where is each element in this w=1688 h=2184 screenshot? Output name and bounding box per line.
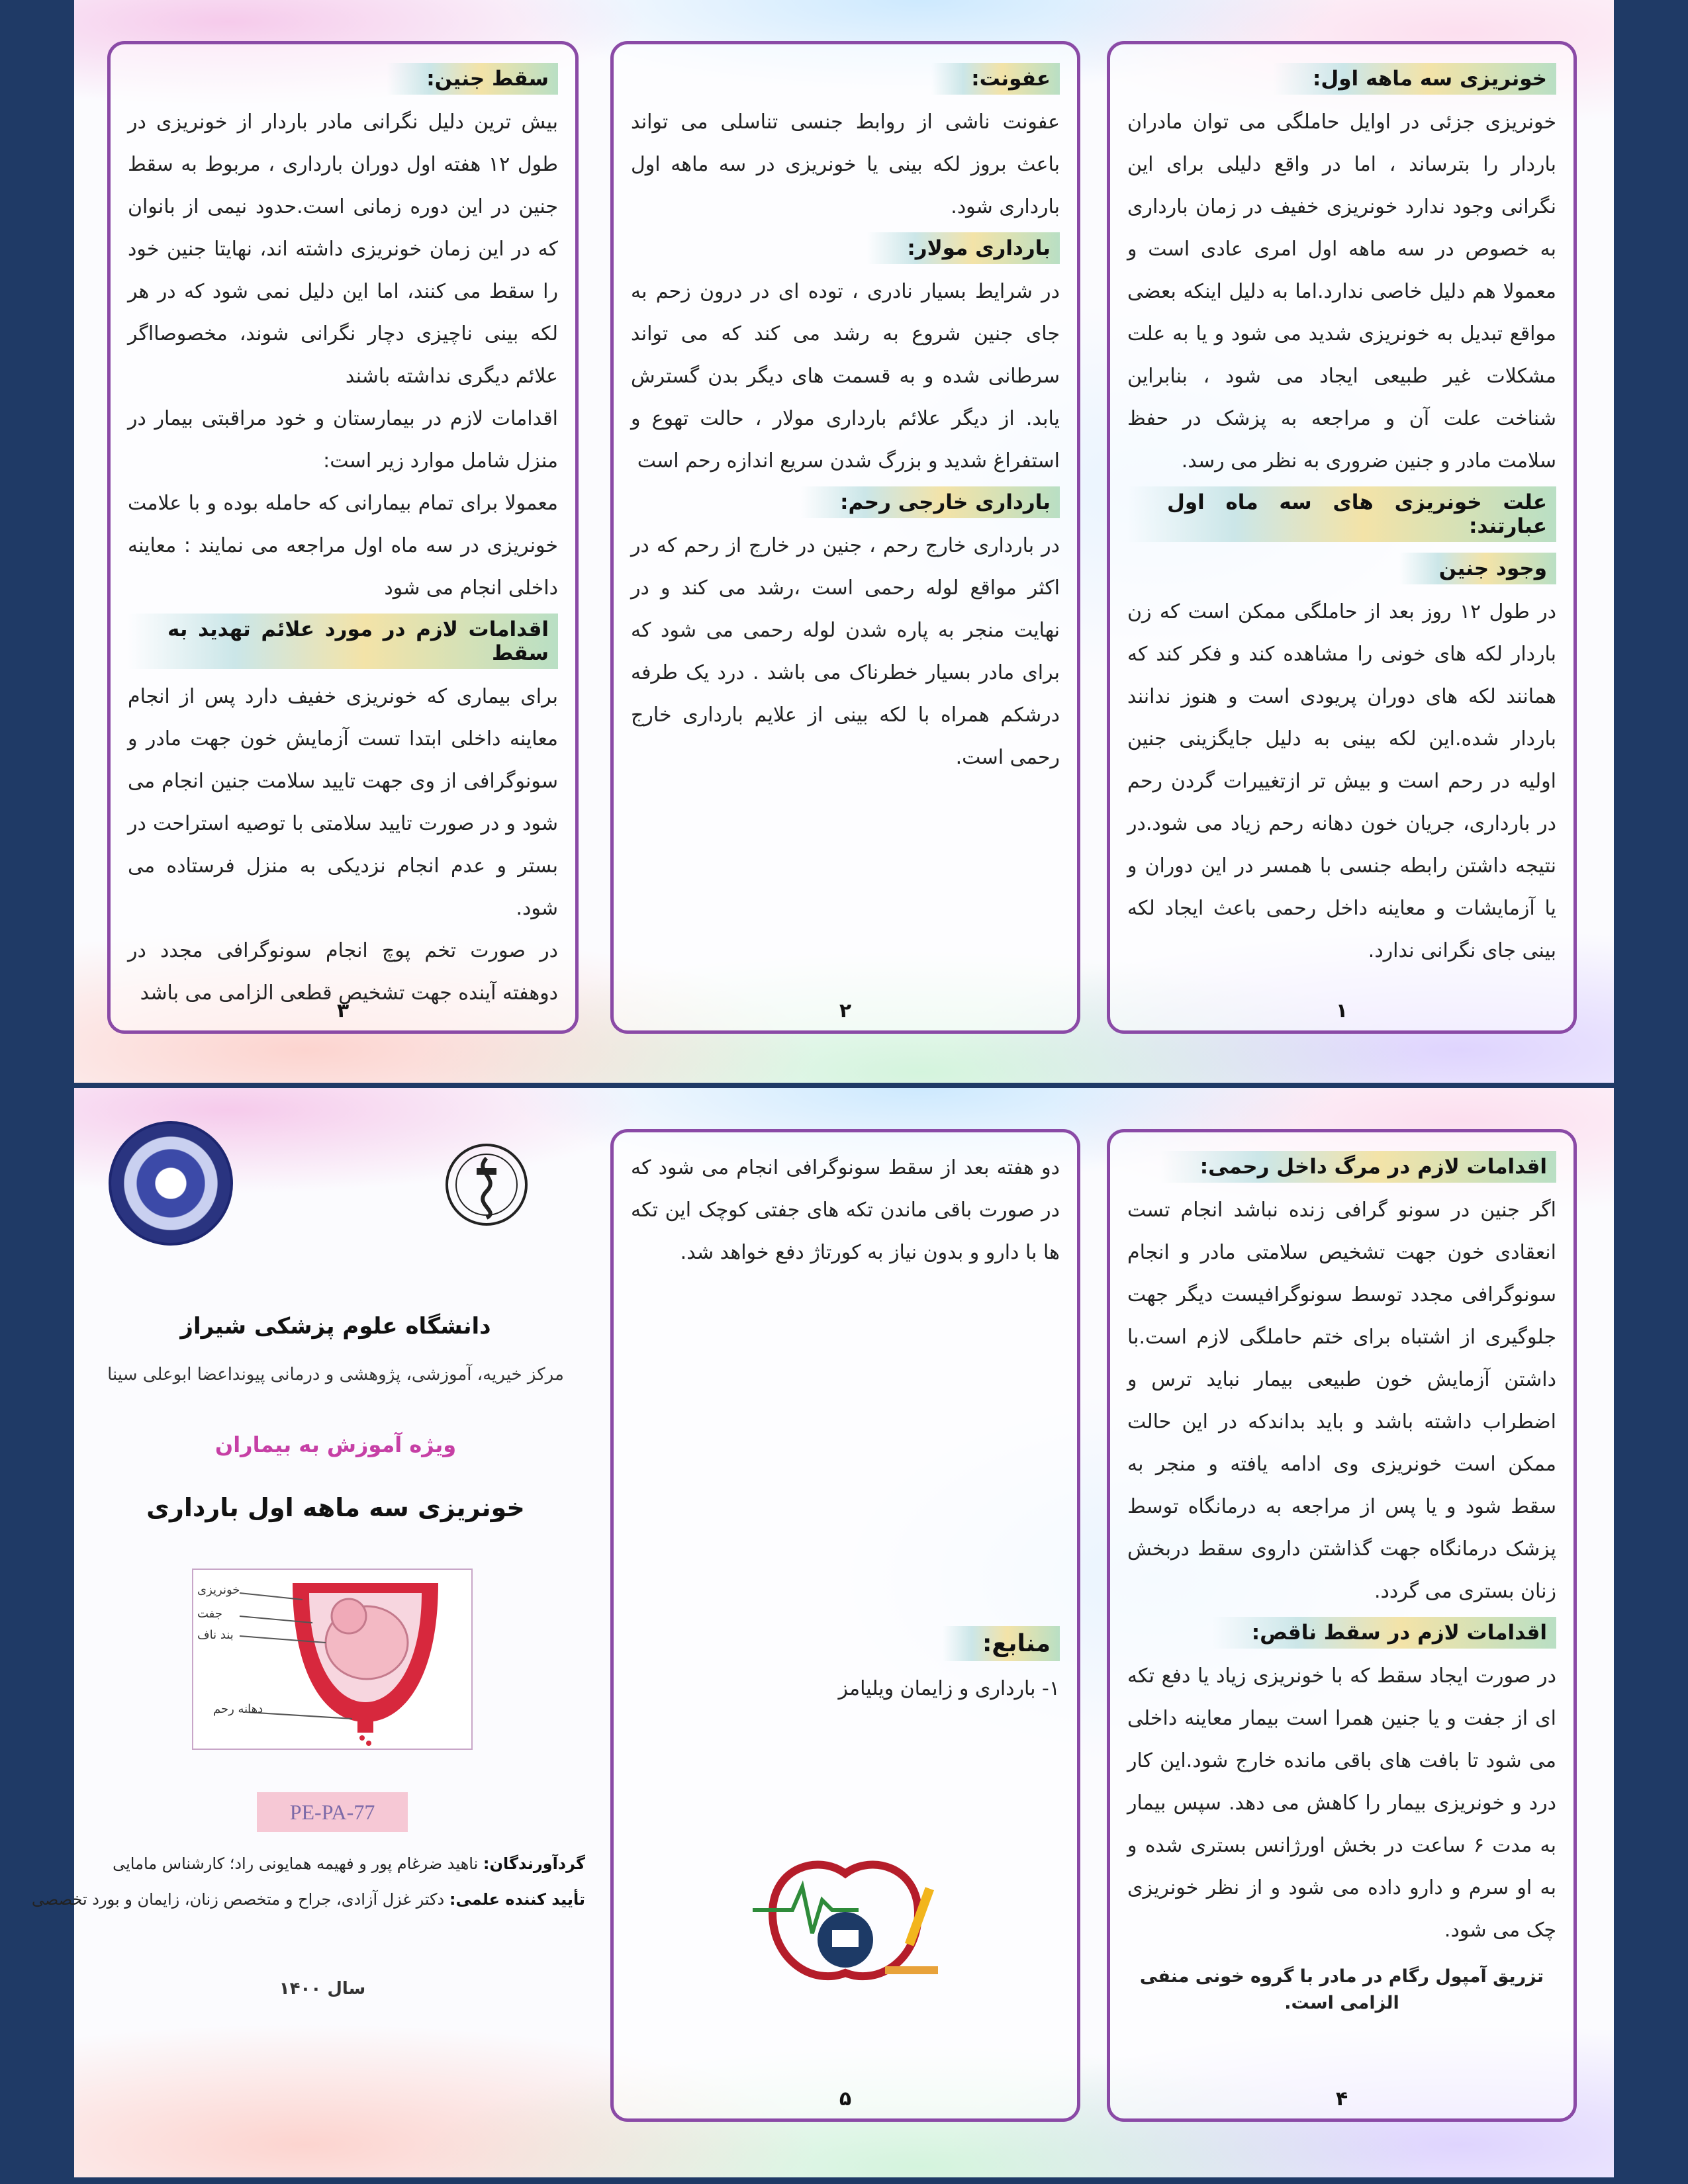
paragraph-molar-pregnancy: در شرایط بسیار نادری ، توده ای در درون زحم به جای جنین شروع به رشد می کند که می تواند سرطانی شده و به قسمت های دیگر بدن گسترش یابد. از دیگر علائم بارداری مولار ، حالت تهوع و استفراغ شدید و بزرگ شدن سریع اندازه رحم است [631,280,1060,473]
label-placenta: جفت [197,1607,222,1621]
panel-page-4 [1107,1129,1577,2122]
approver-line [32,1890,585,1909]
heading-references: منابع: [943,1626,1060,1661]
brochure-inside [74,0,1614,1083]
paragraph-miscarriage: بیش ترین دلیل نگرانی مادر باردار از خونریزی در طول ۱۲ هفته اول دوران بارداری ، مربوط به سقط جنین در این دوره زمانی است.حدود نیمی از بانوان که در این زمان خونریزی داشته اند، نهایتا جنین خود را سقط می کنند، اما این دلیل نمی شود که در هر لکه بینی ناچیزی دچار نگرانی شوند، مخصوصااگر علائم دیگری نداشته باشند [128,111,558,388]
references-section [614,1622,1077,1710]
page-number: ٢ [839,999,852,1023]
panel-page-1 [1107,41,1577,1034]
brochure-outside [31,1088,1614,2177]
publication-year: سال ۱۴۰۰ [279,1979,366,1999]
university-name: دانشگاه علوم پزشکی شیراز [180,1313,491,1340]
heading-intrauterine-death: اقدامات لازم در مرگ داخل رحمی: [1160,1151,1556,1183]
compilers-line [113,1854,585,1873]
paragraph-hospital-care: اقدامات لازم در بیمارستان و خود مراقبتی بیمار در منزل شامل موارد زیر است: [128,407,558,473]
center-name: مرکز خیریه، آموزشی، پژوهشی و درمانی پیونداعضا ابوعلی سینا [107,1365,564,1385]
page-number: ١ [1335,999,1348,1023]
paragraph-threatened-miscarriage: برای بیماری که خونریزی خفیف دارد پس از انجام معاینه داخلی ابتدا تست آزمایش خون جهت مادر و سونوگرافی از وی جهت تایید سلامت جنین انجام می شود و در صورت تایید سلامتی با توصیه استراحت در بستر و عدم انجام نزدیکی به منزل فرستاده می شود. [128,685,558,920]
shiraz-university-logo [437,1132,536,1231]
patient-education-apple-logo [746,1847,945,1993]
brochure-title: خونریزی سه ماهه اول بارداری [146,1493,525,1522]
label-bleeding: خونریزی [197,1583,240,1597]
paragraph-ectopic-pregnancy: در بارداری خارج رحم ، جنین در خارج از رحم که در اکثر مواقع لوله رحمی است ،رشد می کند و در نهایت منجر به پاره شدن لوله رحمی می شود که برای مادر بسیار خطرناک می باشد . درد یک طرفه درشکم همراه با لکه بینی از علایم بارداری خارج رحمی است. [631,534,1060,769]
paragraph-incomplete-miscarriage: در صورت ایجاد سقط که با خونریزی زیاد یا دفع تکه ای از جفت و یا جنین همرا است بیمار معاینه داخلی می شود تا بافت های باقی مانده خارج شود.این کار درد و خونریزی بیمار را کاهش می دهد. سپس بیمار به مدت ۶ ساعت در بخش اورژانس بستری شده و به او سرم و دارو داده می شود و از نظر خونریزی چک می شود. [1127,1664,1556,1942]
heading-incomplete-miscarriage: اقدامات لازم در سقط ناقص: [1212,1617,1556,1649]
paragraph-blighted-ovum: در صورت تخم پوچ انجام سونوگرافی مجدد در دوهفته آینده جهت تشخیص قطعی الزامی می باشد [128,939,558,1005]
compilers-names: ناهید ضرغام پور و فهیمه همایونی راد؛ کارشناس مامایی [113,1854,479,1873]
page-number: ۴ [1335,2087,1348,2111]
organ-transplant-center-logo [109,1121,233,1246]
paragraph-intro: خونریزی جزئی در اوایل حاملگی می توان مادران باردار را بترساند ، اما در واقع دلیلی برای این نگرانی وجود ندارد خونریزی خفیف در زمان بارداری به خصوص در سه ماهه اول امری عادی است و معمولا هم دلیل خاصی ندارد.اما به دلیل اینکه بعضی مواقع تبدیل به خونریزی شدید می شود و یا به علت مشکلات غیر طبیعی ایجاد می شود ، بنابراین شناخت علت آن و مراجعه به پزشک در حفظ سلامت مادر و جنین ضروری به نظر می رسد. [1127,111,1556,473]
page-number: ٣ [336,999,350,1023]
page-number: ۵ [839,2087,852,2111]
heading-threatened-miscarriage: اقدامات لازم در مورد علائم تهدید به سقط [128,614,558,669]
cover-panel [31,1088,597,2177]
heading-causes: علت خونریزی های سه ماه اول عبارتند: [1127,486,1556,542]
approver-label: تأیید کننده علمی: [449,1890,585,1909]
panel-page-2 [610,41,1080,1034]
compilers-label: گردآورندگان: [483,1854,585,1873]
reference-item: ۱- بارداری و زایمان ویلیامز [838,1677,1060,1700]
uterus-illustration [192,1569,473,1750]
paragraph-internal-exam: معمولا برای تمام بیمارانی که حامله بوده و با علامت خونریزی در سه ماه اول مراجعه می نمایند : معاینه داخلی انجام می شود [128,492,558,600]
panel-page-3 [107,41,579,1034]
label-umbilical-cord: بند ناف [197,1628,234,1642]
heading-miscarriage: سقط جنین: [387,63,558,95]
document-code: PE-PA-77 [257,1792,408,1832]
label-cervix: دهانه رحم [213,1702,263,1716]
rhogam-note: تزریق آمپول رگام در مادر با گروه خونی منفی الزامی است. [1139,1966,1544,2013]
paragraph-intrauterine-death: اگر جنین در سونو گرافی زنده نباشد انجام تست انعقادی خون جهت تشخیص سلامتی مادر و انجام سونوگرافی مجدد توسط سونوگرافیست دیگر جهت جلوگیری از اشتباه برای ختم حاملگی لازم است.با داشتن آزمایش خون طبیعی بیمار نباید ترس و اضطراب داشته باشد و باید بداندکه در این حالت ممکن است خونریزی وی ادامه یافته و منجر به سقط شود و یا پس از مراجعه به درمانگاه توسط پزشک درمانگاه جهت گذاشتن داروی سقط دربخش زنان بستری می گردد. [1127,1199,1556,1603]
paragraph-infection: عفونت ناشی از روابط جنسی تناسلی می تواند باعث بروز لکه بینی یا خونریزی در سه ماهه اول بارداری شود. [631,111,1060,218]
heading-ectopic-pregnancy: بارداری خارجی رحم: [800,486,1060,518]
approver-name: دکتر غزل آزادی، جراح و متخصص زنان، زایمان و بورد تخصصی [31,1890,445,1909]
panel-page-5 [610,1129,1080,2122]
paragraph-followup-ultrasound: دو هفته بعد از سقط سونوگرافی انجام می شود که در صورت باقی ماندن تکه های جفتی کوچک این تکه ها با دارو و بدون نیاز به کورتاژ دفع خواهد شد. [631,1156,1060,1264]
heading-first-trimester-bleeding: خونریزی سه ماهه اول: [1273,63,1556,95]
heading-molar-pregnancy: بارداری مولار: [867,232,1060,264]
paragraph-fetus-presence: در طول ۱۲ روز بعد از حاملگی ممکن است که زن باردار لکه های خونی را مشاهده کند و فکر کند که همانند لکه های دوران پریودی است و هنوز ندانند باردار شده.این لکه بینی به دلیل جایگزینی جنین اولیه در رحم است و بیش تر ازتغییرات گردن رحم در بارداری، جریان خون دهانه رحم زیاد می شود.در نتیجه داشتن رابطه جنسی با همسر در این دوران و یا آزمایشات و معاینه داخل رحمی باعث ایجاد لکه بینی جای نگرانی ندارد. [1127,600,1556,962]
heading-fetus-presence: وجود جنین [1399,553,1556,584]
heading-infection: عفونت: [931,63,1060,95]
patient-education-label: ویژه آموزش به بیماران [214,1432,457,1457]
